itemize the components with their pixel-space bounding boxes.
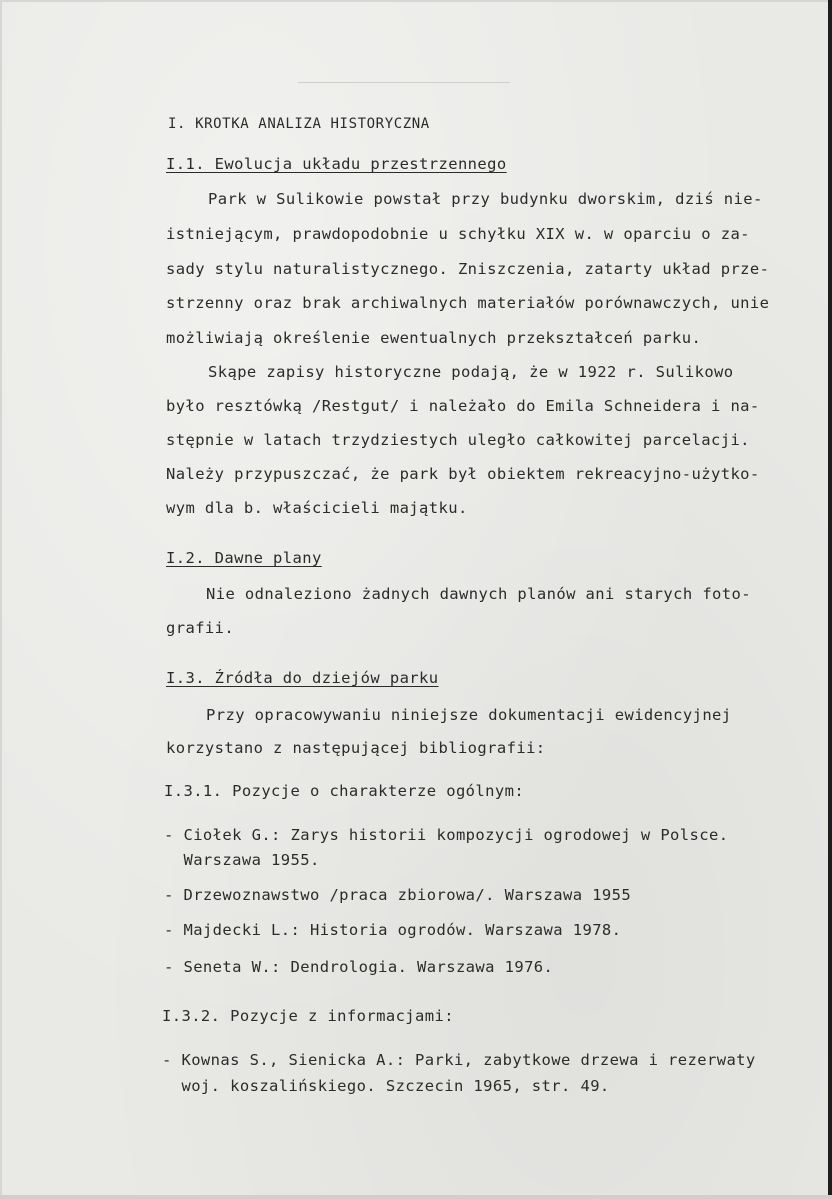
section-2-p1-line: grafii.	[166, 619, 235, 637]
faint-rule	[298, 82, 510, 83]
section-1-p2-line: było resztówką /Restgut/ i należało do Emila Schneidera i na-	[166, 397, 760, 415]
section-3-1-heading: I.3.1. Pozycje o charakterze ogólnym:	[164, 782, 525, 800]
section-1-heading: I.1. Ewolucja układu przestrzennego	[166, 155, 507, 173]
section-3-heading: I.3. Źródła do dziejów parku	[166, 669, 439, 687]
bibliography-item: - Drzewoznawstwo /praca zbiorowa/. Warszawa 1955	[164, 886, 632, 904]
bibliography-item-cont: woj. koszalińskiego. Szczecin 1965, str. 49.	[162, 1077, 610, 1095]
section-1-p2-line: stępnie w latach trzydziestych uległo całkowitej parcelacji.	[166, 431, 750, 449]
section-1-p2-line: Skąpe zapisy historyczne podają, że w 1922 r. Sulikowo	[208, 363, 734, 381]
page-edge-shadow	[828, 0, 832, 1199]
page-edge-bottom	[0, 1195, 832, 1199]
section-2-heading: I.2. Dawne plany	[166, 549, 322, 567]
section-1-p1-line: możliwiają określenie ewentualnych przekształceń parku.	[166, 329, 702, 347]
section-1-p1-line: istniejącym, prawdopodobnie u schyłku XIX w. w oparciu o za-	[166, 225, 750, 243]
section-1-p1-line: Park w Sulikowie powstał przy budynku dworskim, dziś nie-	[208, 190, 763, 208]
bibliography-item: - Ciołek G.: Zarys historii kompozycji ogrodowej w Polsce.	[164, 826, 729, 844]
main-heading: I. KROTKA ANALIZA HISTORYCZNA	[168, 116, 430, 132]
section-1-p1-line: sady stylu naturalistycznego. Zniszczenia, zatarty układ prze-	[166, 260, 770, 278]
bibliography-item-cont: Warszawa 1955.	[164, 851, 320, 869]
section-1-p1-line: strzenny oraz brak archiwalnych materiałów porównawczych, unie	[166, 294, 770, 312]
bibliography-item: - Kownas S., Sienicka A.: Parki, zabytkowe drzewa i rezerwaty	[162, 1051, 756, 1069]
section-3-p1-line: korzystano z następującej bibliografii:	[166, 739, 546, 757]
bibliography-item: - Seneta W.: Dendrologia. Warszawa 1976.	[164, 958, 554, 976]
section-1-p2-line: Należy przypuszczać, że park był obiektem rekreacyjno-użytko-	[166, 465, 760, 483]
section-3-2-heading: I.3.2. Pozycje z informacjami:	[162, 1007, 454, 1025]
section-2-p1-line: Nie odnaleziono żadnych dawnych planów ani starych foto-	[206, 585, 751, 603]
section-3-p1-line: Przy opracowywaniu niniejsze dokumentacji ewidencyjnej	[206, 706, 732, 724]
section-1-p2-line: wym dla b. właścicieli majątku.	[166, 499, 468, 517]
bibliography-item: - Majdecki L.: Historia ogrodów. Warszawa 1978.	[164, 921, 622, 939]
